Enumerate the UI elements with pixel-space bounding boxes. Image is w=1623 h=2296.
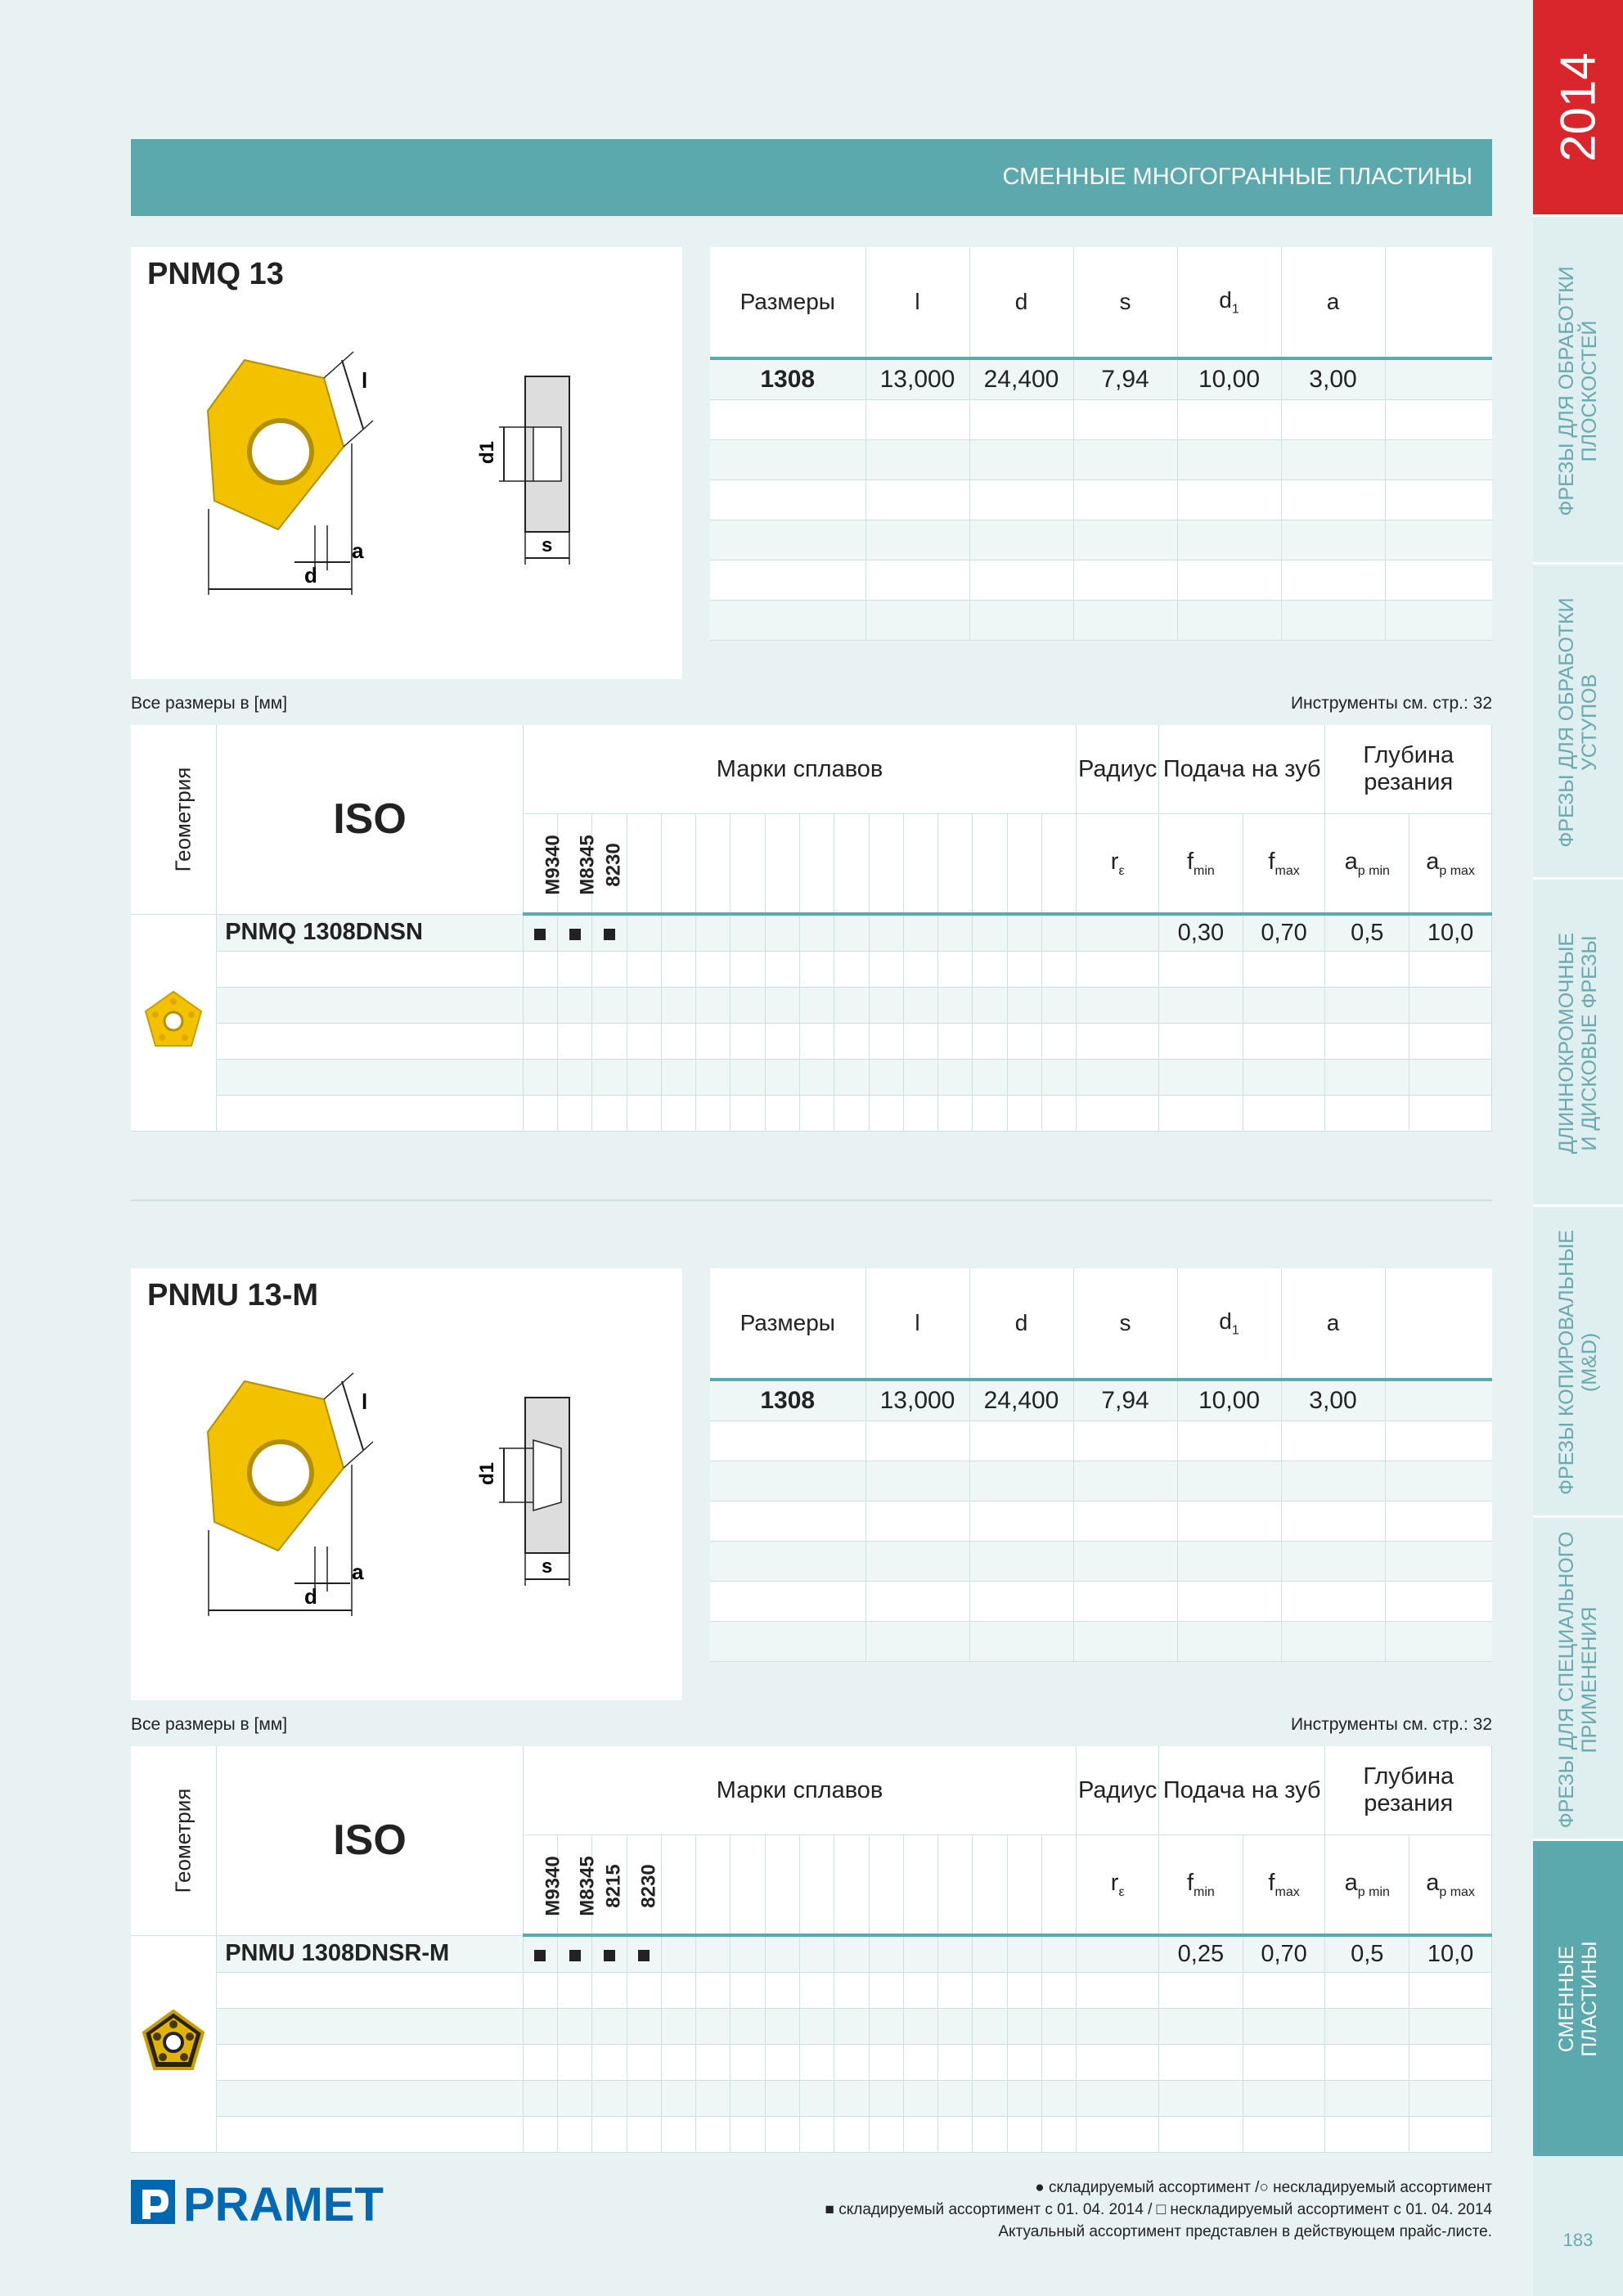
table-row: [710, 1380, 1492, 1421]
insert-photo: [131, 914, 217, 1132]
col-header-fmax: $f_{max}$: [1243, 814, 1325, 915]
insert-drawing-panel: [131, 247, 682, 679]
col-header-d: d: [969, 1268, 1073, 1380]
dim-label-a: a: [352, 538, 364, 563]
col-header-d1: $d_1$: [1177, 1268, 1281, 1380]
col-header-fmin: $f_{min}$: [1159, 814, 1243, 915]
dim-label-l: l: [362, 1389, 368, 1414]
col-header-a: a: [1281, 247, 1385, 358]
dim-label-s: s: [542, 534, 553, 556]
svg-text:PRAMET: PRAMET: [183, 2178, 384, 2227]
dim-label-a: a: [352, 1560, 364, 1584]
col-header-apmax: $a_{p max}$: [1409, 814, 1492, 915]
insert-drawing-panel: [131, 1268, 682, 1700]
legend: [825, 2177, 1493, 2243]
grades-table: [131, 725, 1492, 1132]
cell-apmin: 0,5: [1325, 1935, 1409, 1973]
grade-code: 8230: [592, 814, 627, 915]
grade-mark: [592, 914, 627, 952]
year-tab: [1533, 0, 1623, 214]
sidebar-tab-copy-milling[interactable]: [1533, 1204, 1623, 1518]
grade-mark: [627, 1935, 661, 1973]
col-header-depth: Глубина резания: [1325, 1746, 1492, 1835]
legend-line: ● складируемый ассортимент /○ нескладируемый ассортимент: [1035, 2179, 1492, 2196]
cell-size: 1308: [710, 358, 865, 400]
cell-s: 7,94: [1073, 358, 1177, 400]
col-header-apmin: $a_{p min}$: [1325, 1835, 1409, 1936]
sidebar-tab-shoulder-milling[interactable]: [1533, 562, 1623, 880]
sidebar-tab-special[interactable]: [1533, 1515, 1623, 1841]
dimensions-table: [710, 247, 1492, 641]
grades-table: [131, 1746, 1492, 2153]
section-header-title: СМЕННЫЕ МНОГОГРАННЫЕ ПЛАСТИНЫ: [1002, 164, 1472, 190]
sidebar-tab-label: ДЛИННОКРОМОЧНЫЕ И ДИСКОВЫЕ ФРЕЗЫ: [1555, 932, 1601, 1155]
insert-photo-icon: [141, 2008, 206, 2073]
cell-apmin: 0,5: [1325, 914, 1409, 952]
grade-code: M8345: [558, 1835, 592, 1936]
col-header-iso: ISO: [217, 725, 524, 914]
sidebar-tab-label: ФРЕЗЫ ДЛЯ ОБРАБОТКИ УСТУПОВ: [1555, 597, 1601, 848]
cell-fmin: 0,30: [1159, 914, 1243, 952]
sidebar-tab-face-milling[interactable]: [1533, 214, 1623, 565]
grade-mark: [558, 1935, 592, 1973]
dim-label-d1: d1: [476, 440, 498, 464]
col-header-r: $r_\varepsilon$: [1077, 1835, 1159, 1936]
col-header-apmax: $a_{p max}$: [1409, 1835, 1492, 1936]
cell-size: 1308: [710, 1380, 865, 1421]
grade-code: 8230: [627, 1835, 661, 1936]
cell-a: 3,00: [1281, 358, 1385, 400]
col-header-iso: ISO: [217, 1746, 524, 1935]
sidebar-tab-label: ФРЕЗЫ ДЛЯ СПЕЦИАЛЬНОГО ПРИМЕНЕНИЯ: [1555, 1531, 1601, 1828]
col-header-feed: Подача на зуб: [1159, 725, 1325, 814]
col-header-l: l: [865, 1268, 969, 1380]
sidebar-tab-label: СМЕННЫЕ ПЛАСТИНЫ: [1555, 1940, 1601, 2057]
cell-d1: 10,00: [1177, 358, 1281, 400]
col-header-r: $r_\varepsilon$: [1077, 814, 1159, 915]
sidebar-tab-label: ФРЕЗЫ ДЛЯ ОБРАБОТКИ ПЛОСКОСТЕЙ: [1555, 265, 1601, 516]
pramet-logo: [131, 2177, 401, 2231]
cell-fmin: 0,25: [1159, 1935, 1243, 1973]
insert-title: PNMQ 13: [147, 257, 284, 291]
col-header-apmin: $a_{p min}$: [1325, 814, 1409, 915]
col-header-s: s: [1073, 1268, 1177, 1380]
cell-a: 3,00: [1281, 1380, 1385, 1421]
grade-mark: [558, 914, 592, 952]
page-number: 183: [1562, 2230, 1594, 2250]
grade-code: 8215: [592, 1835, 627, 1936]
insert-title: PNMU 13-M: [147, 1278, 319, 1312]
dimensions-table: [710, 1268, 1492, 1662]
col-header-s: s: [1073, 247, 1177, 358]
col-header-depth: Глубина резания: [1325, 725, 1492, 814]
col-header-geometry: Геометрия: [131, 1746, 217, 1935]
sidebar-tab-inserts[interactable]: [1533, 1839, 1623, 2156]
table-row: [131, 1935, 1492, 1973]
insert-photo-icon: [141, 987, 206, 1052]
col-header-fmax: $f_{max}$: [1243, 1835, 1325, 1936]
grade-mark: [523, 1935, 557, 1973]
sidebar-tab-label: ФРЕЗЫ КОПИРОВАЛЬНЫЕ (M&D): [1555, 1230, 1601, 1495]
insert-photo: [131, 1935, 217, 2153]
grade-code: M8345: [558, 814, 592, 915]
col-header-radius: Радиус: [1077, 725, 1159, 814]
units-note: Все размеры в [мм]: [131, 694, 288, 713]
legend-line: Актуальный ассортимент представлен в действующем прайс-листе.: [998, 2223, 1492, 2240]
insert-technical-drawing: [131, 247, 682, 679]
col-header-d1: $d_1$: [1177, 247, 1281, 358]
tools-reference: Инструменты см. стр.: 32: [1290, 694, 1492, 713]
grade-code: M9340: [523, 1835, 557, 1936]
insert-code: PNMU 1308DNSR-M: [217, 1935, 524, 1973]
cell-d1: 10,00: [1177, 1380, 1281, 1421]
sidebar-tab-long-edge[interactable]: [1533, 877, 1623, 1207]
cell-apmax: 10,0: [1409, 1935, 1492, 1973]
col-header-fmin: $f_{min}$: [1159, 1835, 1243, 1936]
dim-label-s: s: [542, 1555, 553, 1578]
col-header-l: l: [865, 247, 969, 358]
col-header-size: Размеры: [710, 247, 865, 358]
col-header-feed: Подача на зуб: [1159, 1746, 1325, 1835]
cell-l: 13,000: [865, 1380, 969, 1421]
dim-label-l: l: [362, 368, 368, 393]
cell-fmax: 0,70: [1243, 1935, 1325, 1973]
insert-technical-drawing: [131, 1268, 682, 1700]
insert-code: PNMQ 1308DNSN: [217, 914, 524, 952]
col-header-d: d: [969, 247, 1073, 358]
cell-s: 7,94: [1073, 1380, 1177, 1421]
grade-code: M9340: [523, 814, 557, 915]
col-header-grades: Марки сплавов: [523, 1746, 1077, 1835]
cell-l: 13,000: [865, 358, 969, 400]
col-header-size: Размеры: [710, 1268, 865, 1380]
grade-mark: [523, 914, 557, 952]
chapter-sidebar: [1533, 0, 1623, 2296]
table-row: [131, 914, 1492, 952]
cell-d: 24,400: [969, 1380, 1073, 1421]
dim-label-d1: d1: [476, 1461, 498, 1485]
section-header-band: [131, 139, 1492, 216]
cell-d: 24,400: [969, 358, 1073, 400]
dim-label-d: d: [304, 1584, 317, 1609]
grade-mark: [592, 1935, 627, 1973]
year-label: 2014: [1550, 52, 1606, 162]
legend-line: ■ складируемый ассортимент с 01. 04. 2014 / □ нескладируемый ассортимент с 01. 04. 2014: [825, 2201, 1492, 2218]
section-divider: [131, 1200, 1492, 1201]
col-header-geometry: Геометрия: [131, 725, 217, 914]
col-header-radius: Радиус: [1077, 1746, 1159, 1835]
col-header-grades: Марки сплавов: [523, 725, 1077, 814]
table-row: [710, 358, 1492, 400]
cell-fmax: 0,70: [1243, 914, 1325, 952]
col-header-a: a: [1281, 1268, 1385, 1380]
tools-reference: Инструменты см. стр.: 32: [1290, 1715, 1492, 1734]
cell-apmax: 10,0: [1409, 914, 1492, 952]
units-note: Все размеры в [мм]: [131, 1715, 288, 1734]
dim-label-d: d: [304, 563, 317, 588]
